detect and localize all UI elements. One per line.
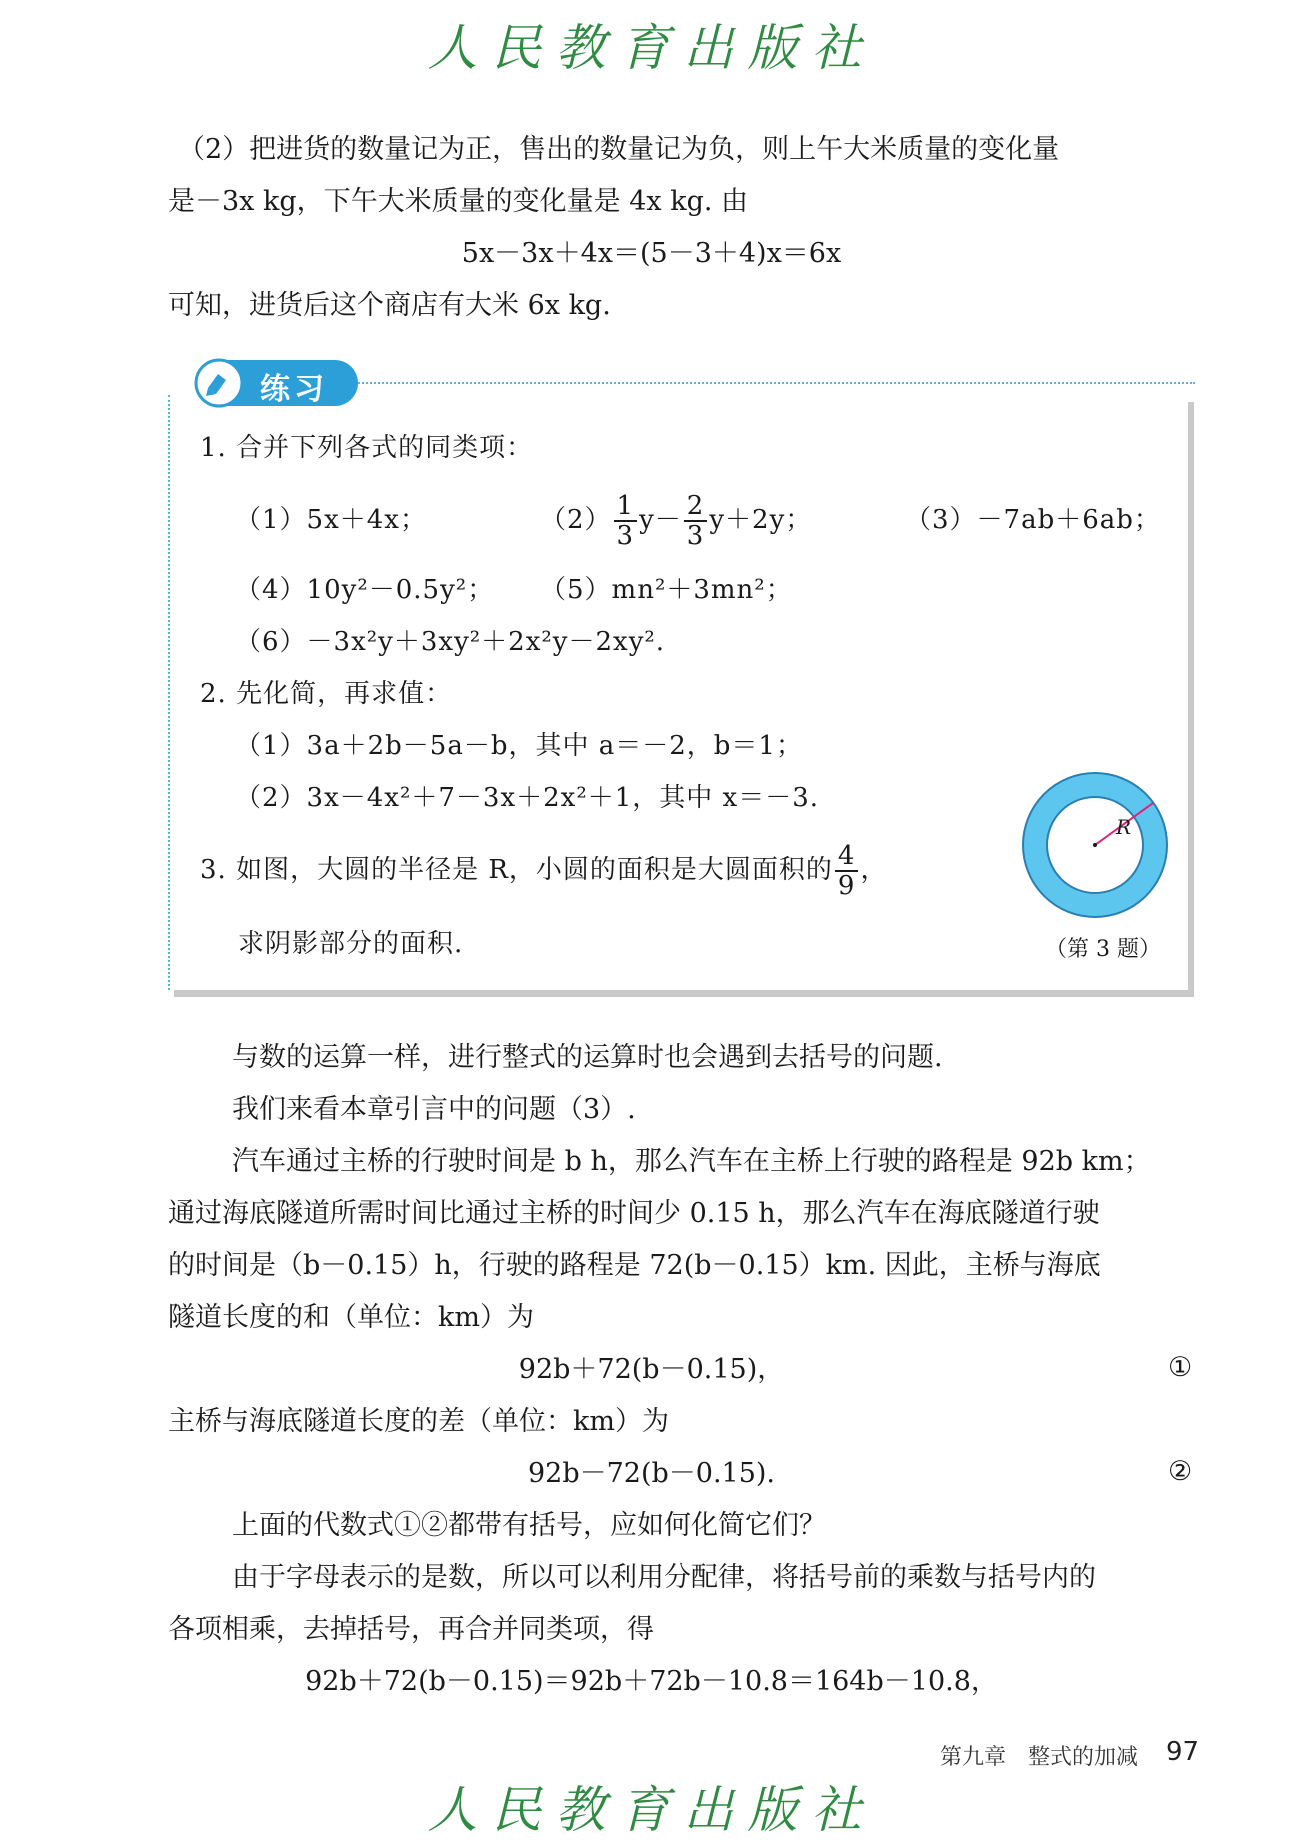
question-1: 1. 合并下列各式的同类项： xyxy=(200,433,534,463)
fraction-numerator: 1 xyxy=(614,492,638,522)
fraction-denominator: 9 xyxy=(837,871,856,901)
q3-end: ， xyxy=(860,855,888,885)
question-2: 2. 先化简，再求值： xyxy=(200,679,453,709)
pencil-icon xyxy=(194,358,244,408)
question-1-part-6: （6）－3x²y＋3xy²＋2x²y－2xy². xyxy=(235,627,666,657)
top-equation: 5x－3x＋4x＝(5－3＋4)x＝6x xyxy=(461,238,842,269)
page-number: 97 xyxy=(1166,1737,1200,1767)
question-1-part-3: （3）－7ab＋6ab； xyxy=(905,505,1161,535)
center-point xyxy=(1093,843,1097,847)
question-3 xyxy=(200,832,887,908)
question-2-part-2: （2）3x－4x²＋7－3x＋2x²＋1，其中 x＝－3. xyxy=(235,783,820,813)
chapter-footer: 第九章 整式的加减 xyxy=(940,1745,1139,1770)
fraction-one-third xyxy=(614,492,638,550)
body-line-3: 汽车通过主桥的行驶时间是 b h，那么汽车在主桥上行驶的路程是 92b km； xyxy=(232,1146,1151,1177)
question-1-part-4: （4）10y²－0.5y²； xyxy=(235,575,495,605)
fraction-denominator: 3 xyxy=(686,521,705,551)
q1-2-tail: y＋2y； xyxy=(709,505,813,535)
exercise-border-top xyxy=(355,382,1195,384)
figure-caption: （第 3 题） xyxy=(1045,937,1161,962)
question-1-part-1: （1）5x＋4x； xyxy=(235,505,427,535)
question-3-line-2: 求阴影部分的面积. xyxy=(238,929,464,959)
equation-1: 92b＋72(b－0.15)， xyxy=(518,1354,785,1385)
equation-2-marker: ② xyxy=(1168,1456,1193,1487)
body-line-7: 主桥与海底隧道长度的差（单位：km）为 xyxy=(168,1406,669,1437)
body-line-6: 隧道长度的和（单位：km）为 xyxy=(168,1302,534,1333)
exercise-border-left xyxy=(168,395,170,990)
question-2-part-1: （1）3a＋2b－5a－b，其中 a＝－2，b＝1； xyxy=(235,731,803,761)
top-paragraph-line-2: 是－3x kg，下午大米质量的变化量是 4x kg. 由 xyxy=(168,186,749,217)
body-line-9: 由于字母表示的是数，所以可以利用分配律，将括号前的乘数与括号内的 xyxy=(232,1562,1096,1593)
q1-2-middle: y－ xyxy=(639,505,682,535)
equation-3: 92b＋72(b－0.15)＝92b＋72b－10.8＝164b－10.8， xyxy=(305,1666,998,1697)
body-line-5: 的时间是（b－0.15）h，行驶的路程是 72(b－0.15）km. 因此，主桥与海底 xyxy=(168,1250,1101,1281)
body-line-8: 上面的代数式①②都带有括号，应如何化简它们？ xyxy=(232,1510,826,1541)
question-1-part-5: （5）mn²＋3mn²； xyxy=(540,575,793,605)
equation-2: 92b－72(b－0.15). xyxy=(527,1458,776,1489)
body-line-2: 我们来看本章引言中的问题（3）. xyxy=(232,1094,636,1125)
fraction-numerator: 2 xyxy=(684,492,708,522)
publisher-logo-top: 人民教育出版社 xyxy=(427,19,876,77)
body-line-4: 通过海底隧道所需时间比通过主桥的时间少 0.15 h，那么汽车在海底隧道行驶 xyxy=(168,1198,1100,1229)
equation-1-marker: ① xyxy=(1168,1352,1193,1383)
question-1-part-2 xyxy=(540,482,812,558)
body-line-10: 各项相乘，去掉括号，再合并同类项，得 xyxy=(168,1614,654,1645)
publisher-logo-bottom: 人民教育出版社 xyxy=(427,1781,876,1839)
q3-text: 3. 如图，大圆的半径是 R，小圆的面积是大圆面积的 xyxy=(200,855,833,885)
body-line-1: 与数的运算一样，进行整式的运算时也会遇到去括号的问题. xyxy=(232,1042,943,1073)
exercise-tab xyxy=(198,360,358,406)
radius-label: R xyxy=(1116,815,1132,839)
fraction-numerator: 4 xyxy=(835,842,859,872)
fraction-four-ninths xyxy=(835,842,859,900)
fraction-denominator: 3 xyxy=(616,521,635,551)
exercise-title: 练习 xyxy=(260,372,328,407)
top-paragraph-line-1: （2）把进货的数量记为正，售出的数量记为负，则上午大米质量的变化量 xyxy=(178,134,1060,165)
top-paragraph-line-3: 可知，进货后这个商店有大米 6x kg. xyxy=(168,290,611,321)
fraction-two-thirds xyxy=(684,492,708,550)
q1-2-prefix: （2） xyxy=(540,505,612,535)
ring-figure xyxy=(1020,770,1170,920)
